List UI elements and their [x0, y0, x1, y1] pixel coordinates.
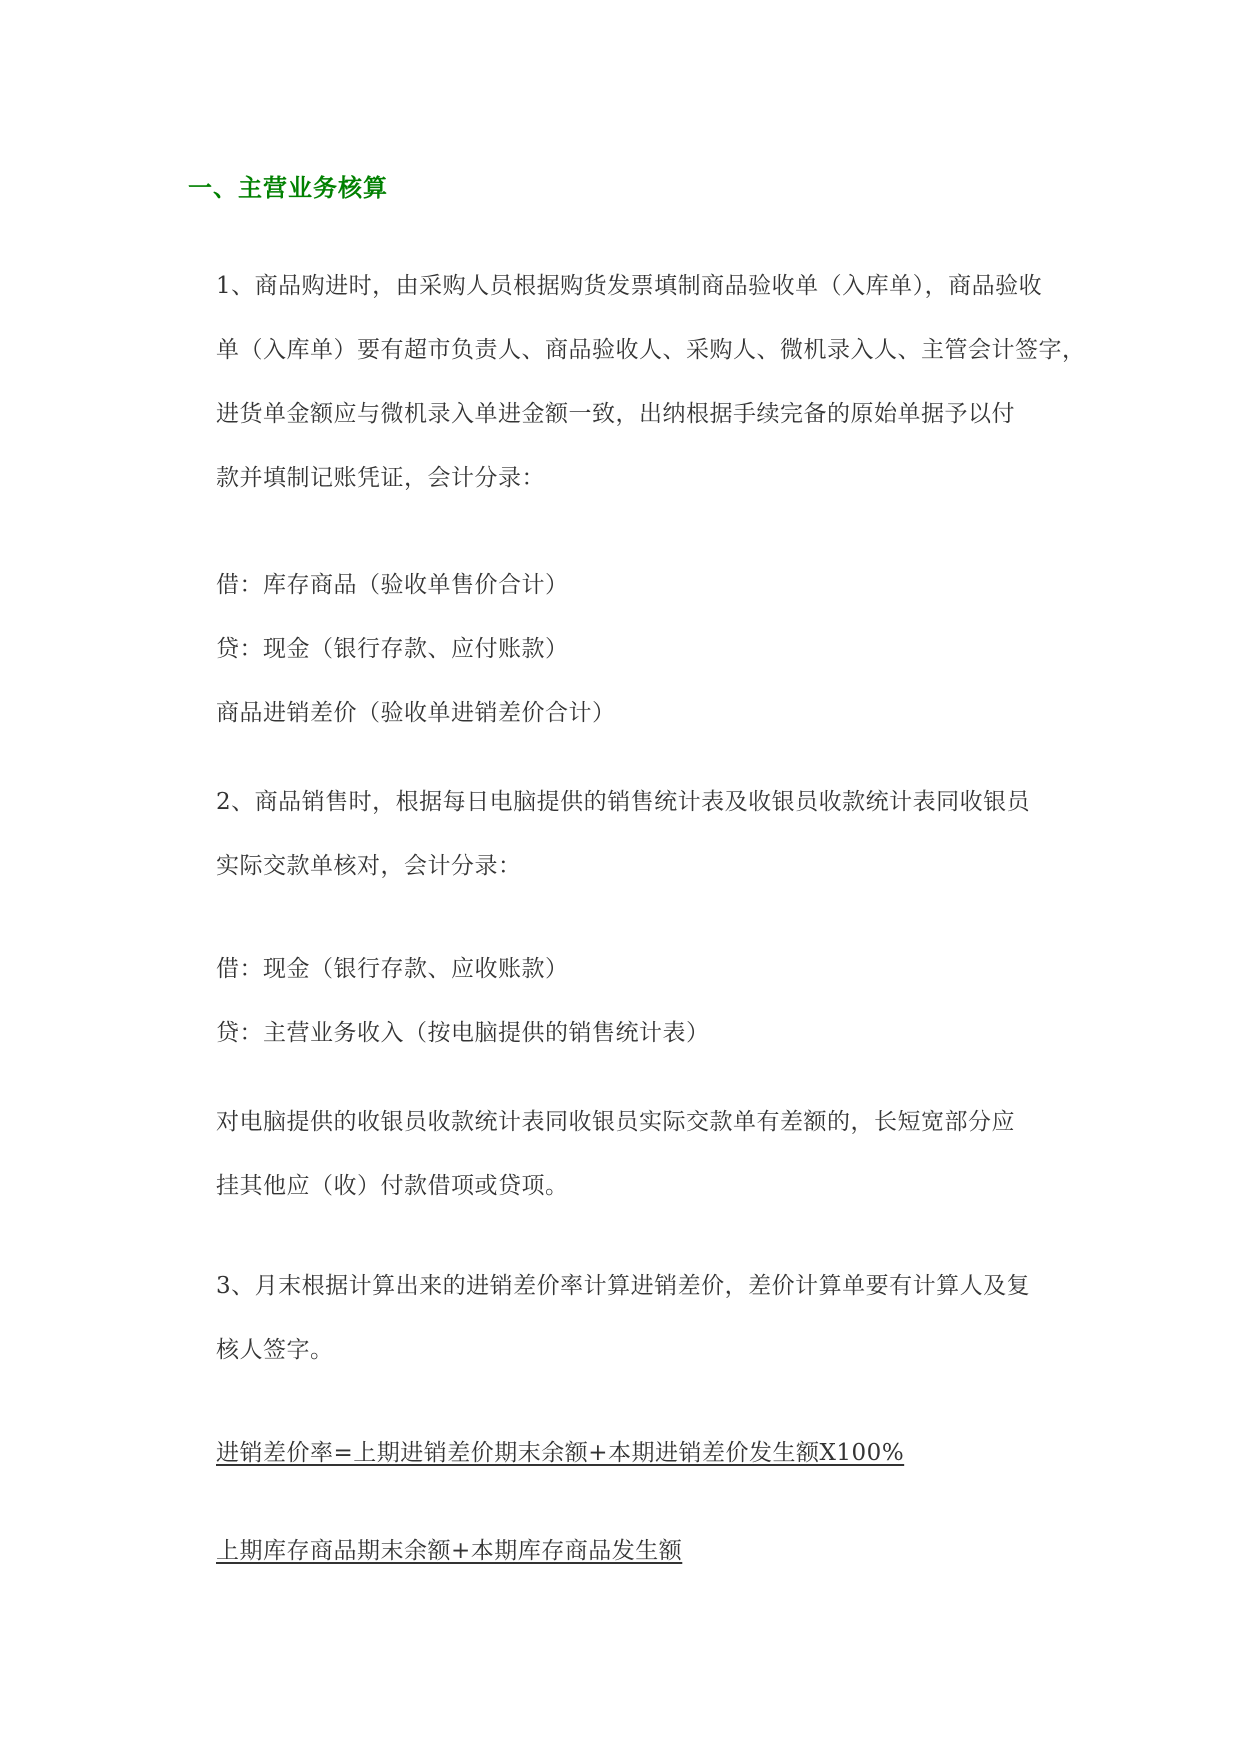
section2-paragraph — [216, 770, 1056, 898]
formula-numerator: 进销差价率=上期进销差价期末余额+本期进销差价发生额X100% — [216, 1440, 905, 1466]
journal-entry-credit: 贷：主营业务收入（按电脑提供的销售统计表） — [216, 1020, 710, 1046]
journal-entry-debit: 借：现金（银行存款、应收账款） — [216, 956, 569, 982]
paragraph-line: 进货单金额应与微机录入单进金额一致，出纳根据手续完备的原始单据予以付 — [216, 401, 1015, 427]
section1-paragraph — [216, 254, 1086, 510]
journal-entry-credit: 贷：现金（银行存款、应付账款） — [216, 636, 569, 662]
journal-entry-debit: 借：库存商品（验收单售价合计） — [216, 572, 569, 598]
paragraph-line: 1、商品购进时，由采购人员根据购货发票填制商品验收单（入库单），商品验收 — [216, 273, 1043, 299]
paragraph-line: 款并填制记账凭证，会计分录： — [216, 465, 545, 491]
section3-paragraph — [216, 1254, 1056, 1382]
formula-denominator: 上期库存商品期末余额+本期库存商品发生额 — [216, 1538, 683, 1564]
journal-entry-credit-2: 商品进销差价（验收单进销差价合计） — [216, 700, 616, 726]
paragraph-line: 2、商品销售时，根据每日电脑提供的销售统计表及收银员收款统计表同收银员 — [216, 789, 1031, 815]
paragraph-line: 核人签字。 — [216, 1337, 334, 1363]
paragraph-line: 挂其他应（收）付款借项或贷项。 — [216, 1173, 569, 1199]
section-heading: 一、主营业务核算 — [188, 174, 388, 202]
paragraph-line: 3、月末根据计算出来的进销差价率计算进销差价，差价计算单要有计算人及复 — [216, 1273, 1031, 1299]
section2-note-paragraph — [216, 1090, 1056, 1218]
paragraph-line: 单（入库单）要有超市负责人、商品验收人、采购人、微机录入人、主管会计签字， — [216, 337, 1086, 363]
paragraph-line: 实际交款单核对，会计分录： — [216, 853, 522, 879]
paragraph-line: 对电脑提供的收银员收款统计表同收银员实际交款单有差额的，长短宽部分应 — [216, 1109, 1015, 1135]
